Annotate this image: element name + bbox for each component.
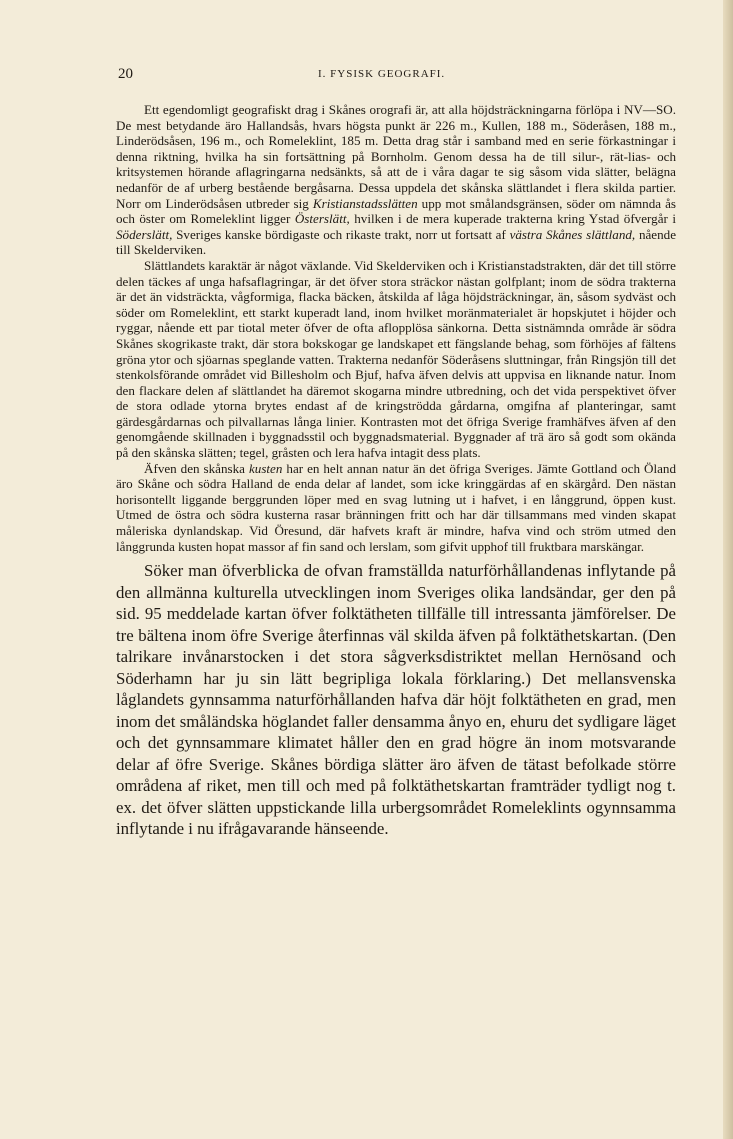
text-segment: hvilken i de mera kuperade trakterna kring Ystad öfvergår i [354,211,677,227]
paragraph-coast [116,461,676,555]
text-segment: har en helt annan natur än det öfriga Sveriges. Jämte Gottland och Öland äro Skåne och södra Halland de enda delar af landet, som icke kringgärdas af en skärgård. Den nästan horisontellt liggande berggrunden löper med en svag lutning ut i hafvet, i en långgrund, öppen kust. Utmed de östra och södra kusterna rasar bränningen fritt och har där tillsammans med vinden skapat måleriska dynlandskap. Vid Öresund, där hafvets kraft är mindre, hafva vind och ström utmed den långgrunda kusten hopat massor af fin sand och lerslam, som gifvit upphof till fruktbara marskängar. [116,460,676,554]
text-segment: upp mot smålandsgränsen, söder om nämnda ås och öster om Romeleklint ligger [116,195,677,227]
place-name: Kristianstadsslätten [312,195,418,211]
text-segment: Sveriges kanske bördigaste och rikaste trakt, norr ut fortsatt af [176,226,506,242]
text-segment: Ett egendomligt geografiskt drag i Skånes orografi är, att alla höjdsträckningarna förlöpa i NV—SO. De mest betydande äro Hallandsås, hvars högsta punkt är 226 m., Kullen, 188 m., Söderåsen, 188 m., Linderödsåsen, 196 m., och Romeleklint, 185 m. Detta drag står i samband med en serie förkastningar i denna riktning, hvilka ha sin fortsättning på Bornholm. Genom dessa ha de till silur-, rät-lias- och kritsystemen hörande aflagringarna nedsänkts, så att de i våra dagar te sig såsom vida slätter, belägna nedanför de af urberg bestående bergåsarna. Dessa uppdela det skånska slättlandet i flera skilda partier. Norr om Linderödsåsen utbreder sig [116,102,676,211]
paragraph-orography [116,102,676,258]
text-segment: Äfven den skånska [144,460,245,476]
place-name: Österslätt, [294,211,350,227]
emphasis-term: kusten [248,460,283,476]
body-text [116,102,676,840]
place-name: Söderslätt, [116,226,173,242]
page-edge [723,0,733,1139]
text-segment: nående till Skelderviken. [116,226,677,258]
place-name: västra Skånes slättland, [509,226,636,242]
running-title: I. FYSISK GEOGRAFI. [318,68,446,80]
paragraph-population-density: Söker man öfverblicka de ofvan framställda naturförhållandenas inflytande på den allmänna kulturella utvecklingen inom Sveriges olika landsändar, ger den på sid. 95 meddelade kartan öfver folktätheten tillfälle till intressanta jämförelser. De tre bältena inom öfre Sverige återfinnas väl skilda äfven på folktäthetskartan. (Den talrikare invånarstocken i det stora sågverksdistriktet mellan Hernösand och Söderhamn har ju sin lätt begripliga lokala förklaring.) Det mellansvenska låglandets gynnsamma naturförhållanden hafva där höjt folktätheten en grad, men inom det småländska höglandet faller densamma ånyo en, ehuru det sydligare läget och det gynnsammare klimatet håller den en grad högre än inom motsvarande delar af öfre Sverige. Skånes bördiga slätter äro äfven de tätast befolkade större områdena af riket, men till och med på folktäthetskartan framträder tydligt nog t. ex. det öfver slätten uppstickande lilla urbergsområdet Romeleklints ogynnsamma inflytande i nu ifrågavarande hänseende. [116,561,676,839]
page-header [118,66,678,88]
paragraph-lowland-character: Slättlandets karaktär är något växlande. Vid Skelderviken och i Kristianstadstrakten, där det till större delen täckes af unga hafsaflagringar, är det öfver stora sträckor nästan golfplant; inom de södra trakterna är det än vidsträckta, vågformiga, flacka bäcken, åtskilda af låga höjdsträckningar, än, såsom sydväst och söder om Romeleklint, ett starkt kuperadt land, inom hvilket moränmaterialet är hopskjutet i höjder och ryggar, nående ett par tiotal meter öfver de ofta aflopplösa sänkorna. Detta sistnämnda område är södra Skånes skogrikaste trakt, där stora bokskogar ge landskapet ett fängslande behag, som förhöjes af fältens gröna ytor och sjöarnas speglande vatten. Trakterna nedanför Söderåsens sluttningar, från Ringsjön till det stenkolsförande området vid Billesholm och Bjuf, hafva äfven delvis att uppvisa en liknande natur. Inom den flackare delen af slättlandet ha däremot skogarna mindre utbredning, och det vida perspektivet öfver de stora odlade ytorna brytes endast af de kringströdda gårdarna, omgifna af planteringar, samt gärdesgårdarnas och pilvallarnas långa linier. Kontrasten mot det öfriga Sverige framhäfves äfven af den genomgående skillnaden i byggnadsstil och byggnadsmaterial. Byggnader af trä äro så godt som okända på den skånska slätten; tegel, gråsten och lera hafva intagit dess plats. [116,257,676,461]
page-number: 20 [118,66,133,82]
